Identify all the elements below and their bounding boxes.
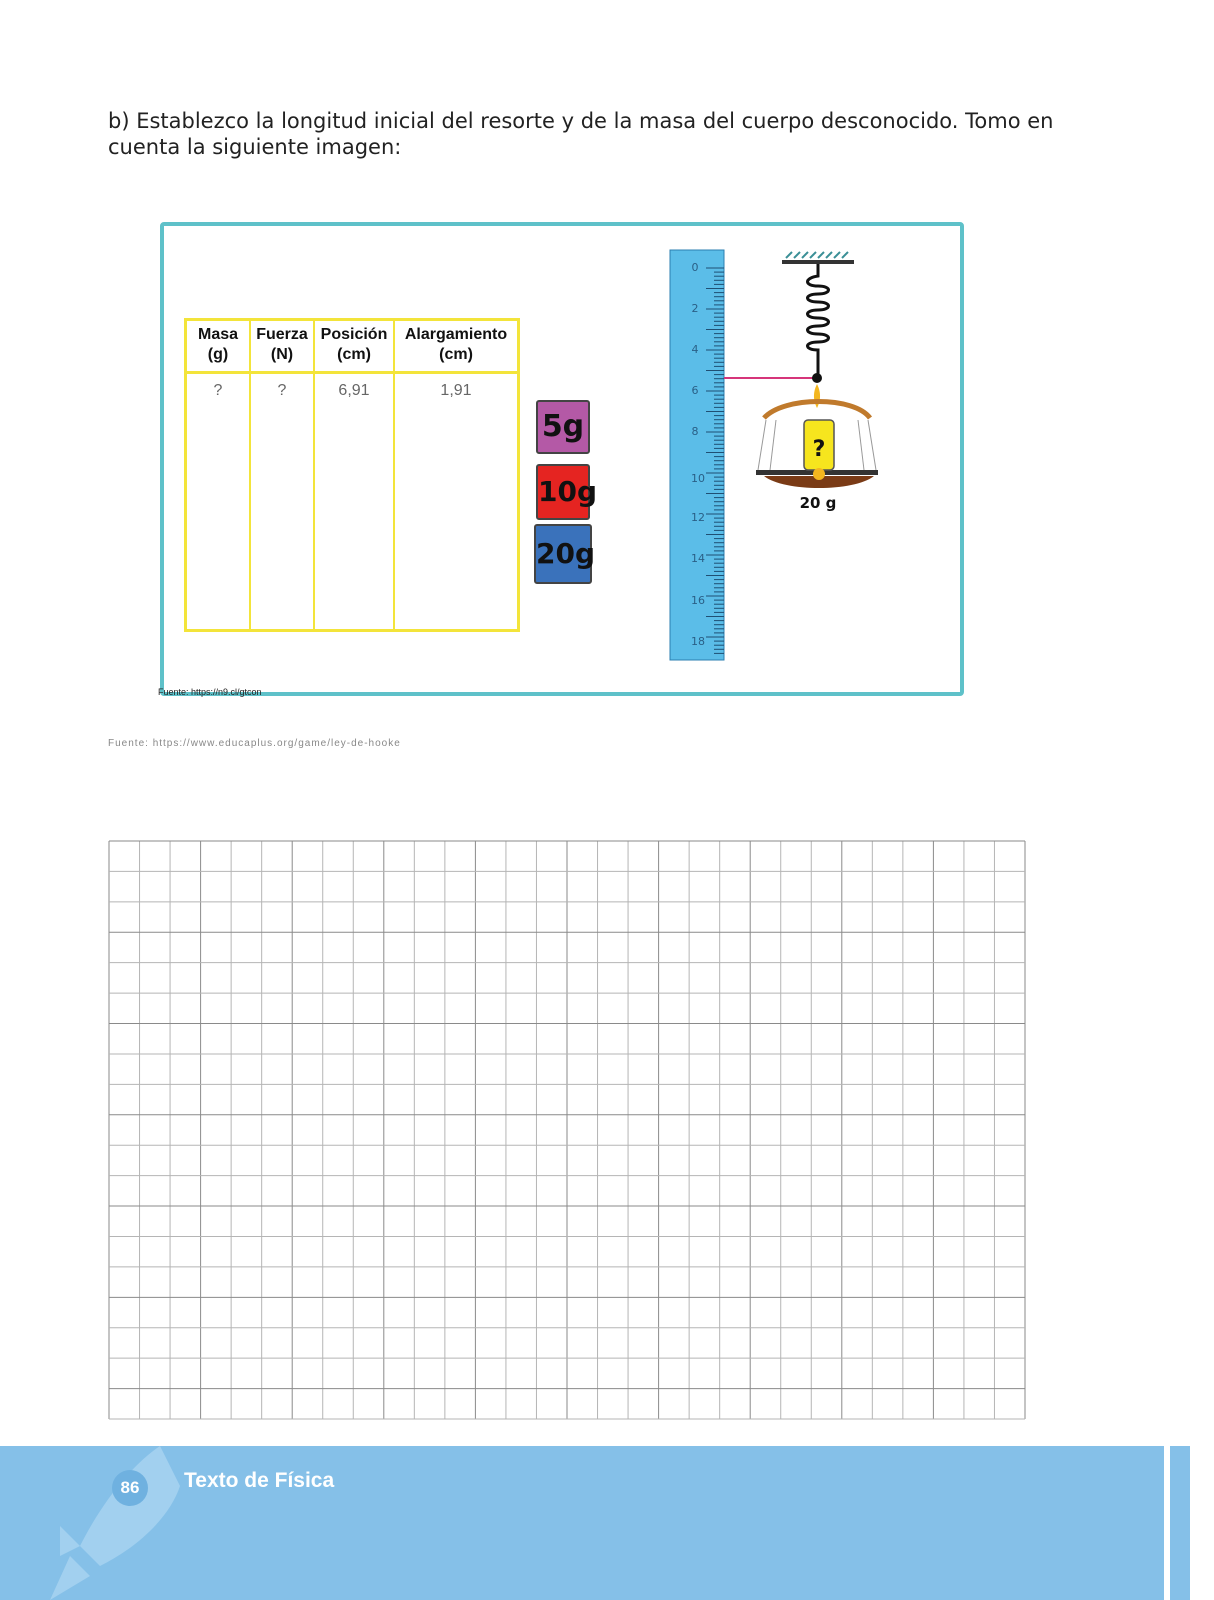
footer-band — [0, 1446, 1164, 1600]
cell-alargamiento: 1,91 — [394, 373, 519, 631]
graph-grid — [108, 840, 1026, 1420]
pan-label: 20 g — [799, 494, 837, 512]
hooke-law-figure — [160, 222, 964, 696]
spring — [808, 264, 829, 376]
grid-lines — [109, 841, 1025, 1419]
rocket-icon — [40, 1446, 180, 1600]
ruler-label: 2 — [691, 302, 699, 315]
cell-fuerza: ? — [250, 373, 314, 631]
ruler-label: 8 — [691, 425, 699, 438]
book-title: Texto de Física — [184, 1469, 335, 1492]
footer-side-strip — [1170, 1446, 1190, 1600]
ruler-label: 12 — [691, 511, 705, 524]
ruler-label: 10 — [691, 472, 705, 485]
cell-posicion: 6,91 — [314, 373, 394, 631]
ruler-spring-illustration — [164, 226, 960, 692]
unknown-mark: ? — [812, 437, 826, 462]
weight-20g[interactable]: 20g — [534, 524, 592, 584]
source-caption: Fuente: https://www.educaplus.org/game/ley-de-hooke — [108, 738, 401, 749]
header-alargamiento: Alargamiento (cm) — [394, 320, 519, 373]
ceiling-support — [782, 260, 854, 264]
balance-arm — [764, 402, 870, 419]
header-posicion: Posición (cm) — [314, 320, 394, 373]
ruler-label: 6 — [691, 384, 699, 397]
ruler-label: 0 — [691, 261, 699, 274]
ruler-label: 16 — [691, 594, 705, 607]
page-number: 86 — [112, 1470, 148, 1506]
ruler-label: 14 — [691, 552, 705, 565]
ceiling-hatch — [786, 252, 848, 258]
hook — [814, 384, 820, 408]
header-fuerza: Fuerza (N) — [250, 320, 314, 373]
spring-end — [812, 373, 822, 383]
instruction-text: b) Establezco la longitud inicial del resorte y de la masa del cuerpo desconocido. Tomo en cuenta la siguiente imagen: — [108, 109, 1054, 159]
weight-knob — [813, 468, 825, 480]
cell-masa: ? — [186, 373, 251, 631]
weight-10g[interactable]: 10g — [536, 464, 590, 520]
ruler-label: 4 — [691, 343, 699, 356]
source-small: Fuente: https://n9.cl/gtcon — [158, 687, 262, 697]
ruler-label: 18 — [691, 635, 705, 648]
header-masa: Masa (g) — [186, 320, 251, 373]
weight-5g[interactable]: 5g — [536, 400, 590, 454]
